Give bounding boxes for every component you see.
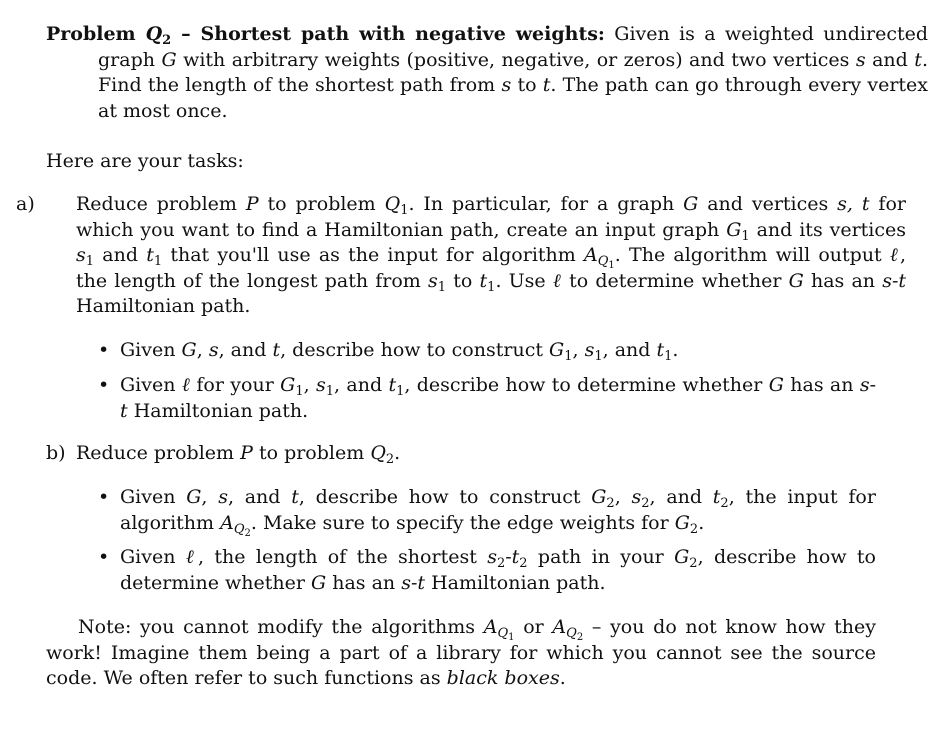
problem-statement: Problem $Q_2$ – Shortest path with negative weights: Given is a weighted undirected graph G with arbitrary weights (positive, negative, or zeros) and two vertices s and t. Find the length of the shortest path from s to t. The path can go through every vertex at most once. [46, 23, 928, 122]
black-boxes-term: black boxes [446, 667, 560, 689]
task-b-bullet-2: • Given ℓ, the length of the shortest $s_2-t_2$ path in your $G_2$, describe how to determine whether G has an s-t Hamiltonian path. [98, 546, 877, 594]
task-a: a) Reduce problem P to problem $Q_1$. In particular, for a graph G and vertices s, t for which you want to find a Hamiltonian path, create an input graph $G_1$ and its vertices $s_1$ and $t_1$ that you'll use as the input for algorithm $A_{Q_1}$. The algorithm will output ℓ, the length of the longest path from $s_1$ to $t_1$. Use ℓ to determine whether G has an s-t Hamiltonian path. [16, 193, 907, 317]
task-b: b) Reduce problem P to problem $Q_2$. [46, 442, 401, 467]
task-a-bullet-1: • Given G, s, and t, describe how to construct $G_1$, $s_1$, and $t_1$. [98, 339, 679, 364]
problem-heading: Problem $Q_2$ – Shortest path with negative weights: [46, 23, 605, 48]
task-a-bullet-2: • Given ℓ for your $G_1$, $s_1$, and $t_1$, describe how to determine whether G has an s-t Hamiltonian path. [98, 374, 876, 422]
task-b-bullet-1: • Given G, s, and t, describe how to construct $G_2$, $s_2$, and $t_2$, the input for algorithm $A_{Q_2}$. Make sure to specify the edge weights for $G_2$. [98, 486, 876, 539]
tasks-intro: Here are your tasks: [46, 150, 244, 172]
note-paragraph: Note: you cannot modify the algorithms $A_{Q_1}$ or $A_{Q_2}$ – you do not know how they work! Imagine them being a part of a library for which you cannot see the source code. We often refer to such functions as black boxes. [46, 616, 877, 689]
